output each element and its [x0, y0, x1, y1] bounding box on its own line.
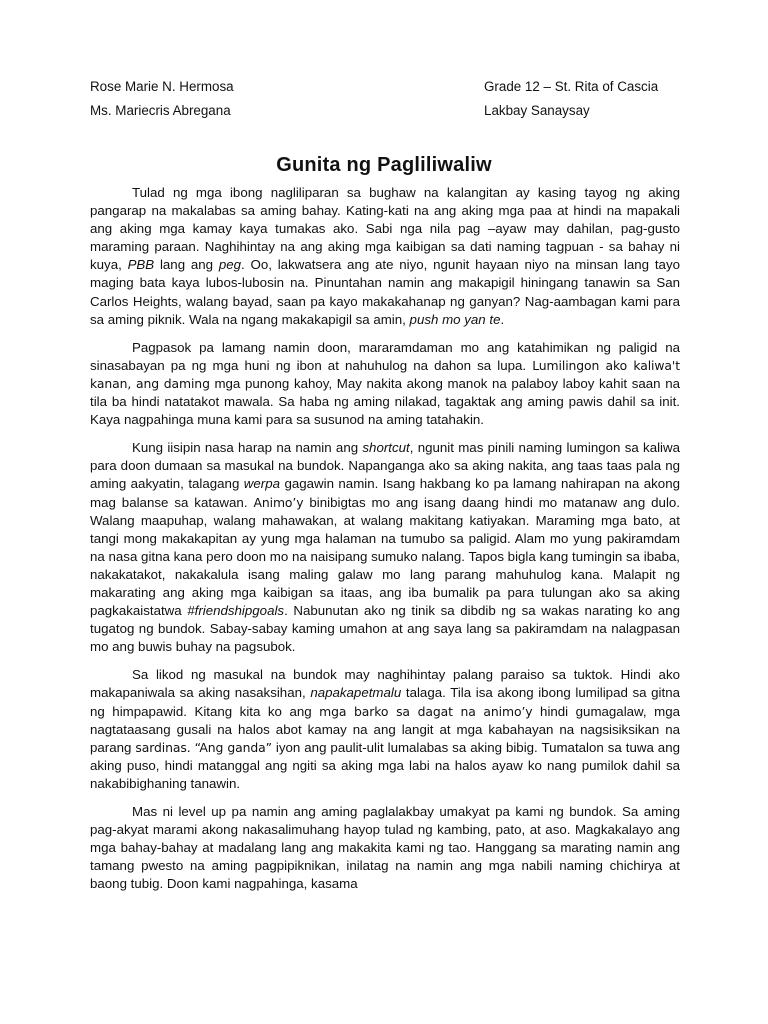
document-header: [90, 75, 680, 123]
teacher-name: Ms. Mariecris Abregana: [90, 103, 231, 118]
header-row-1: [90, 75, 680, 99]
paragraph-1: Tulad ng mga ibong nagliliparan sa bughaw na kalangitan ay kasing tayog ng aking pangarap na makalabas sa aming bahay. Kating-kati na ang aking mga paa at hindi na mapakali ang aking mga kamay kaya tumakas ako. Sabi nga nila pag –ayaw may dahilan, pag-gusto maraming paraan. Naghihintay na ang aking mga kaibigan sa dati naming tagpuan - sa bahay ni kuya, PBB lang ang peg. Oo, lakwatsera ang ate niyo, ngunit hayaan niyo na minsan lang tayo maging bata kaya lubos-lubosin na. Pinuntahan namin ang makapigil hiningang tanawin sa San Carlos Heights, walang bayad, saan pa kayo makakahanap ng ganyan? Nag-aambagan kami para sa aming piknik. Wala na ngang makakapigil sa amin, push mo yan te.: [90, 185, 680, 327]
author-name: Rose Marie N. Hermosa: [90, 79, 234, 94]
header-row-2: [90, 99, 680, 123]
paragraph-3: Kung iisipin nasa harap na namin ang shortcut, ngunit mas pinili naming lumingon sa kaliwa para doon dumaan sa masukal na bundok. Napanganga ako sa aking nakita, ang taas taas pala ng aming aakyatin, talagang werpa gagawin namin. Isang hakbang ko pa lamang nahirapan na akong mag balanse sa katawan. Animo’y binibigtas mo ang isang daang hindi mo matanaw ang dulo. Walang maapuhap, walang mahawakan, at walang makitang katiyakan. Maraming mga bato, at tangi mong makakapitan ay yung mga halaman na tumubo sa paligid. Alam mo yung pakiramdam na nasa gitna kana pero doon mo na naisipang sumuko nalang. Tapos bigla kang tumingin sa ibaba, nakakatakot, nakakalula isang maling galaw mo lang parang mahuhulog kana. Malapit ng makarating ang aking mga kaibigan sa itaas, ang iba bumalik pa para tulungan ako sa aking pagkakaistatwa #friendshipgoals. Nabunutan ako ng tinik sa dibdib ng sa wakas narating ko ang tugatog ng bundok. Sabay-sabay kaming umahon at ang saya lang sa pakiramdam na nalagpasan mo ang buwis buhay na pagsubok.: [90, 440, 680, 655]
paragraph-2: Pagpasok pa lamang namin doon, mararamdaman mo ang katahimikan ng paligid na sinasabayan pa ng mga huni ng ibon at nahuhulog na dahon sa lupa. Lumilingon ako kaliwa't kanan, ang daming mga punong kahoy, May nakita akong manok na palaboy laboy kahit saan na tila ba hindi natatakot mawala. Sa haba ng aming nilakad, tagaktak ang aming pawis dahil sa init. Kaya nagpahinga muna kami para sa susunod na aming tatahakin.: [90, 339, 680, 428]
document-title: Gunita ng Pagliliwaliw: [276, 154, 492, 176]
essay-type: Lakbay Sanaysay: [484, 103, 590, 118]
paragraph-4: Sa likod ng masukal na bundok may naghihintay palang paraiso sa tuktok. Hindi ako makapaniwala sa aking nasaksihan, napakapetmalu talaga. Tila isa akong ibong lumilipad sa gitna ng himpapawid. Kitang kita ko ang mga barko sa dagat na animo’y hindi gumagalaw, mga nagtataasang gusali na halos abot kamay na ang langit at mga kabahayan na nagsisiksikan na parang sardinas. “Ang ganda” iyon ang paulit-ulit lumalabas sa aking bibig. Tumatalon sa tuwa ang aking puso, hindi matanggal ang ngiti sa aking mga labi na halos ayaw ko nang pumilok dahil sa nakabibighaning tanawin.: [90, 667, 680, 791]
grade-section: Grade 12 – St. Rita of Cascia: [484, 79, 659, 94]
document-body: [90, 184, 680, 903]
paragraph-5: Mas ni level up pa namin ang aming paglalakbay umakyat pa kami ng bundok. Sa aming pag-akyat marami akong nakasalimuhang hayop tulad ng kambing, pato, at aso. Magkakalayo ang mga bahay-bahay at madalang lang ang makakita kami ng tao. Hanggang sa marating namin ang tamang pwesto na aming pagpipiknikan, inilatag na namin ang mga nabili naming chichirya at baong tubig. Doon kami nagpahinga, kasama: [90, 804, 680, 892]
